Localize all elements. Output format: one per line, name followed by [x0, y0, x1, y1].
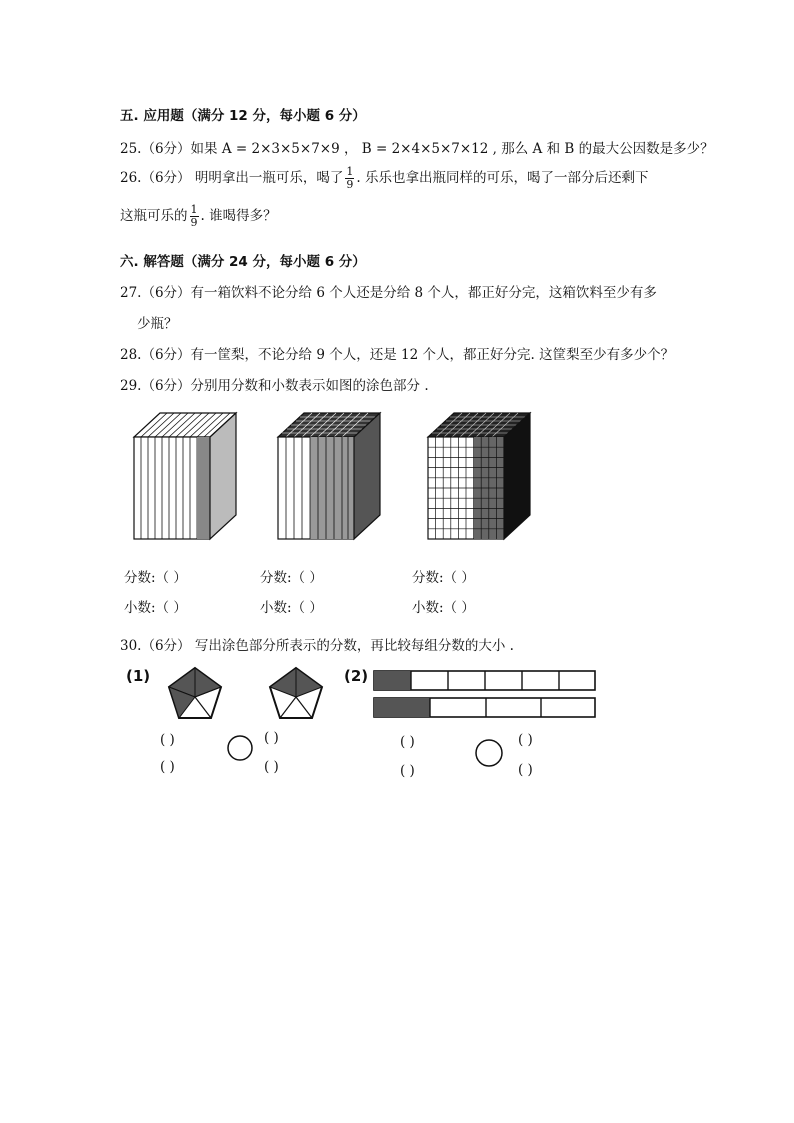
- section-5-heading: 五. 应用题（满分 12 分，每小题 6 分）: [120, 108, 366, 124]
- question-25: 25.（6分）如果 A = 2×3×5×7×9 ， B = 2×4×5×7×12 , 那么 A 和 B 的最大公因数是多少？: [120, 141, 714, 157]
- blank-2b[interactable]: ( ): [400, 763, 415, 779]
- question-26-text-a: 26.（6分） 明明拿出一瓶可乐，喝了: [120, 170, 344, 186]
- question-28: 28.（6分）有一筐梨，不论分给 9 个人，还是 12 个人，都正好分完. 这筐梨至少有多少个？: [120, 347, 675, 363]
- pentagon-three-fifths: [164, 665, 226, 721]
- compare-circle-1[interactable]: [226, 734, 254, 762]
- cube-slices-figure: [128, 405, 243, 543]
- question-27-line1: 27.（6分）有一箱饮料不论分给 6 个人还是分给 8 个人，都正好分完，这箱饮料至少有多: [120, 285, 657, 301]
- fraction-answer-1[interactable]: 分数:（ ）: [124, 570, 187, 586]
- fraction-denominator: 9: [346, 178, 354, 191]
- blank-2a[interactable]: ( ): [400, 734, 415, 750]
- blank-1a[interactable]: ( ): [160, 732, 175, 748]
- fraction-one-ninth: [345, 166, 354, 191]
- question-26-text-d: . 谁喝得多？: [200, 208, 277, 224]
- cube-grid-figure: [422, 405, 537, 543]
- question-27-line2: 少瓶？: [137, 316, 178, 332]
- blank-1b[interactable]: ( ): [160, 759, 175, 775]
- fraction-numerator: 1: [190, 203, 198, 216]
- question-26-line1: [120, 166, 648, 191]
- fraction-bars: [373, 670, 597, 722]
- blank-1c[interactable]: ( ): [264, 730, 279, 746]
- fraction-denominator: 9: [190, 216, 198, 229]
- question-29: 29.（6分）分别用分数和小数表示如图的涂色部分 .: [120, 378, 429, 394]
- compare-circle-2[interactable]: [474, 738, 504, 768]
- part-1-label: (1): [126, 667, 151, 685]
- fraction-answer-2[interactable]: 分数:（ ）: [260, 570, 323, 586]
- question-26-text-b: . 乐乐也拿出瓶同样的可乐，喝了一部分后还剩下: [356, 170, 649, 186]
- blank-1d[interactable]: ( ): [264, 759, 279, 775]
- fraction-answer-3[interactable]: 分数:（ ）: [412, 570, 475, 586]
- part-2-label: (2): [344, 667, 369, 685]
- blank-2c[interactable]: ( ): [518, 732, 533, 748]
- decimal-answer-3[interactable]: 小数:（ ）: [412, 600, 475, 616]
- fraction-one-ninth-2: [190, 204, 199, 229]
- cube-grid-slices-figure: [272, 405, 387, 543]
- question-26-text-c: 这瓶可乐的: [120, 208, 188, 224]
- fraction-numerator: 1: [346, 165, 354, 178]
- blank-2d[interactable]: ( ): [518, 762, 533, 778]
- pentagon-two-fifths: [265, 665, 327, 721]
- question-30: 30.（6分） 写出涂色部分所表示的分数，再比较每组分数的大小 .: [120, 638, 514, 654]
- section-6-heading: 六. 解答题（满分 24 分，每小题 6 分）: [120, 254, 366, 270]
- decimal-answer-1[interactable]: 小数:（ ）: [124, 600, 187, 616]
- question-26-line2: [120, 204, 277, 229]
- decimal-answer-2[interactable]: 小数:（ ）: [260, 600, 323, 616]
